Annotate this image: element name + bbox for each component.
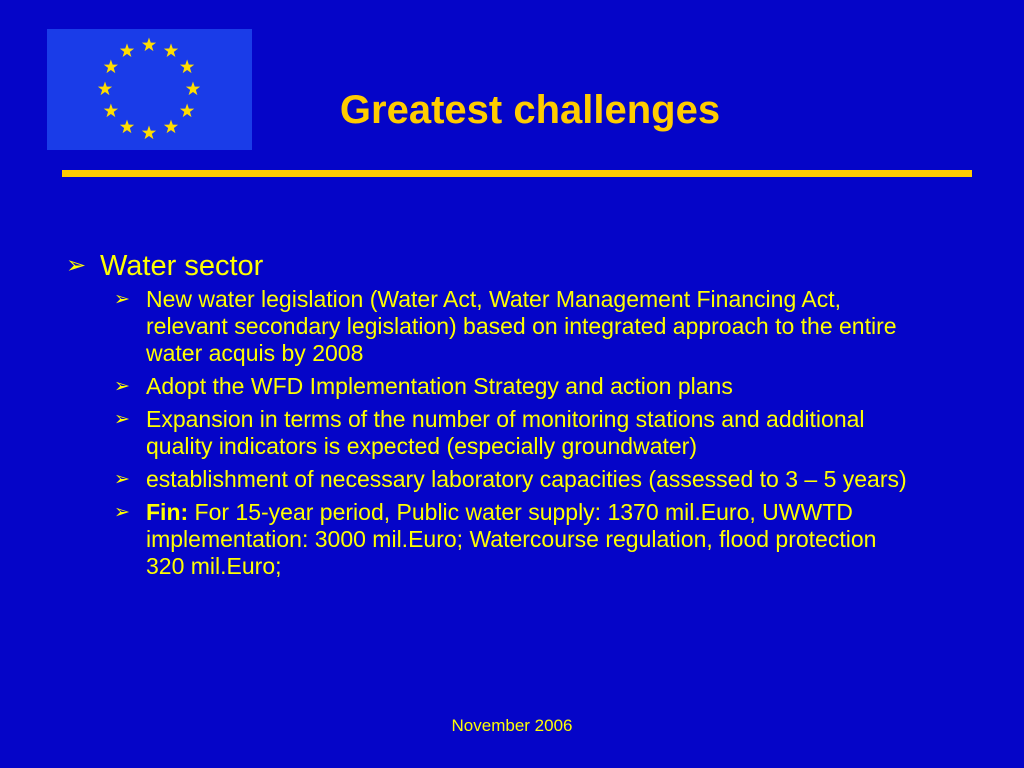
flag-star-icon: [164, 43, 178, 57]
title-divider: [62, 170, 972, 177]
sub-bullet-item: [114, 466, 914, 493]
sub-bullet-text: [146, 373, 914, 400]
sub-bullet-body: establishment of necessary laboratory capacities (assessed to 3 – 5 years): [146, 466, 907, 492]
sub-bullet-lead: Fin:: [146, 499, 189, 525]
flag-star-icon: [186, 82, 200, 96]
arrow-bullet-icon: ➢: [66, 252, 87, 279]
arrow-bullet-icon: ➢: [114, 289, 130, 310]
sub-bullet-text: [146, 286, 914, 367]
sub-bullet-item: [114, 499, 914, 580]
flag-star-icon: [104, 60, 118, 74]
sub-bullet-body: Adopt the WFD Implementation Strategy and action plans: [146, 373, 733, 399]
arrow-bullet-icon: ➢: [114, 409, 130, 430]
flag-star-icon: [180, 104, 194, 118]
arrow-bullet-icon: ➢: [114, 376, 130, 397]
slide-footer-date: November 2006: [451, 716, 573, 735]
bullet-heading: Water sector: [100, 250, 264, 282]
flag-star-icon: [120, 120, 134, 134]
flag-star-icon: [164, 120, 178, 134]
sub-bullet-body: Expansion in terms of the number of monitoring stations and additional quality indicators is expected (especially groundwater): [146, 406, 865, 459]
sub-bullet-body: For 15-year period, Public water supply: 1370 mil.Euro, UWWTD implementation: 3000 mil.Euro; Watercourse regulation, flood protection 320 mil.Euro;: [146, 499, 877, 579]
flag-star-icon: [98, 82, 112, 96]
eu-flag-graphic: [47, 29, 252, 150]
bullet-level-1: [66, 248, 966, 284]
flag-star-icon: [142, 126, 156, 140]
flag-star-icon: [120, 43, 134, 57]
slide-content: [66, 248, 966, 586]
flag-star-icon: [142, 38, 156, 52]
sub-bullet-text: [146, 466, 914, 493]
sub-bullet-list: [114, 286, 914, 580]
arrow-bullet-icon: ➢: [114, 469, 130, 490]
arrow-bullet-icon: ➢: [114, 502, 130, 523]
sub-bullet-item: [114, 406, 914, 460]
sub-bullet-item: [114, 373, 914, 400]
slide-title: Greatest challenges: [339, 88, 721, 132]
sub-bullet-body: New water legislation (Water Act, Water Management Financing Act, relevant secondary legislation) based on integrated approach to the entire water acquis by 2008: [146, 286, 897, 366]
flag-star-icon: [180, 60, 194, 74]
flag-star-icon: [104, 104, 118, 118]
sub-bullet-text: [146, 406, 914, 460]
eu-flag-icon: [47, 29, 252, 150]
sub-bullet-text: [146, 499, 914, 580]
sub-bullet-item: [114, 286, 914, 367]
